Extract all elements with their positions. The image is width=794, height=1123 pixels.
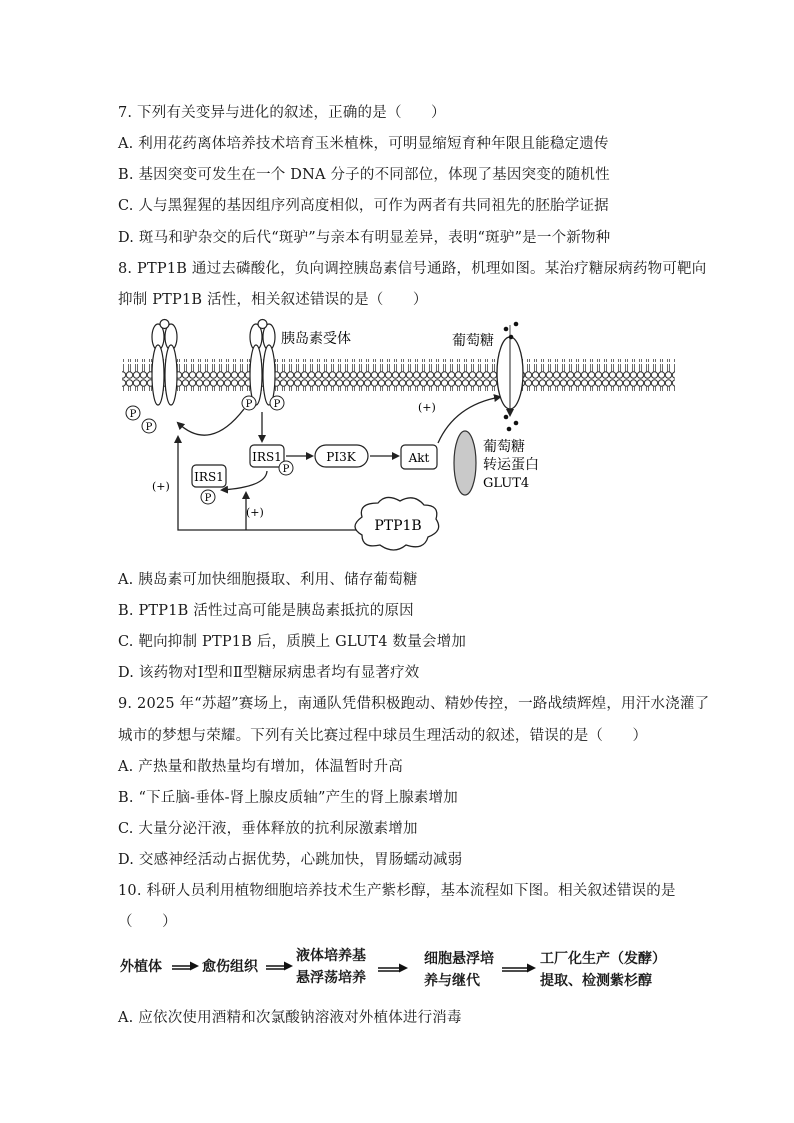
q10-option-a: A. 应依次使用酒精和次氯酸钠溶液对外植体进行消毒 [118, 1010, 462, 1026]
q10-stem-line1: 10. 科研人员利用植物细胞培养技术生产紫杉醇，基本流程如下图。相关叙述错误的是 [118, 883, 676, 899]
receptor-head-left [160, 320, 169, 329]
irs1-label: IRS1 [194, 470, 224, 484]
phosphate-label: P [129, 409, 137, 420]
transporter-label-line2: 转运蛋白 [483, 457, 539, 473]
q9-option-a: A. 产热量和散热量均有增加，体温暂时升高 [118, 759, 403, 775]
insulin-receptor-label: 胰岛素受体 [281, 331, 351, 347]
flow-step-production-line2: 提取、检测紫杉醇 [540, 973, 652, 989]
transporter-label-line3: GLUT4 [483, 476, 530, 491]
flow-arrows [0, 948, 794, 988]
phosphate-label: P [273, 399, 281, 410]
flow-step-suspension-line1: 液体培养基 [296, 948, 366, 964]
q9-option-c: C. 大量分泌汗液，垂体释放的抗利尿激素增加 [118, 821, 418, 837]
q9-option-d: D. 交感神经活动占据优势，心跳加快，胃肠蠕动减弱 [118, 852, 463, 868]
cell-membrane [122, 359, 675, 391]
q9-option-b: B. “下丘脑-垂体-肾上腺皮质轴”产生的肾上腺素增加 [118, 790, 458, 806]
irs1-label: IRS1 [252, 450, 282, 464]
q8-stem-line1: 8. PTP1B 通过去磷酸化，负向调控胰岛素信号通路，机理如图。某治疗糖尿病药物可靶向 [118, 261, 707, 277]
q8-option-c: C. 靶向抑制 PTP1B 后，质膜上 GLUT4 数量会增加 [118, 634, 467, 650]
phosphate-label: P [204, 493, 212, 504]
q9-stem-line1: 9. 2025 年“苏超”赛场上，南通队凭借积极跑动、精妙传控，一路战绩辉煌，用汗水浇灌了 [118, 696, 710, 712]
q8-option-a: A. 胰岛素可加快细胞摄取、利用、储存葡萄糖 [118, 572, 418, 588]
flow-step-subculture-line2: 养与继代 [424, 973, 480, 989]
q7-option-c: C. 人与黑猩猩的基因组序列高度相似，可作为两者有共同祖先的胚胎学证据 [118, 198, 609, 214]
pi3k-label: PI3K [326, 450, 356, 464]
flow-step-production-line1: 工厂化生产（发酵） [540, 951, 666, 967]
q7-option-b: B. 基因突变可发生在一个 DNA 分子的不同部位，体现了基因突变的随机性 [118, 167, 610, 183]
phosphate-groups [126, 396, 284, 433]
receptor-head-right [258, 320, 267, 329]
phosphate-label: P [282, 464, 290, 475]
q8-stem-line2: 抑制 PTP1B 活性，相关叙述错误的是（ ） [118, 292, 428, 308]
q7-option-a: A. 利用花药离体培养技术培育玉米植株，可明显缩短育种年限且能稳定遗传 [118, 136, 609, 152]
plus-label: (+) [246, 506, 264, 519]
q7-stem: 7. 下列有关变异与进化的叙述，正确的是（ ） [118, 105, 446, 121]
q9-stem-line2: 城市的梦想与荣耀。下列有关比赛过程中球员生理活动的叙述，错误的是（ ） [118, 728, 648, 744]
plus-label: (+) [418, 401, 436, 414]
flow-step-suspension-line2: 悬浮荡培养 [296, 970, 366, 986]
q8-option-b: B. PTP1B 活性过高可能是胰岛素抵抗的原因 [118, 603, 414, 619]
glut4-vesicle [454, 431, 476, 495]
phosphate-label: P [145, 422, 153, 433]
glucose-label: 葡萄糖 [452, 333, 494, 349]
q8-option-d: D. 该药物对Ⅰ型和Ⅱ型糖尿病患者均有显著疗效 [118, 665, 420, 681]
q10-stem-line2: （ ） [118, 914, 177, 930]
phosphorylation-curve [178, 409, 244, 435]
flow-step-explant: 外植体 [120, 959, 162, 975]
insulin-signaling-diagram [0, 315, 794, 575]
flow-step-subculture-line1: 细胞悬浮培 [424, 951, 494, 967]
irs1-dephosphorylation-arrow [222, 471, 267, 490]
plus-label: (+) [152, 480, 170, 493]
q7-option-d: D. 斑马和驴杂交的后代“斑驴”与亲本有明显差异，表明“斑驴”是一个新物种 [118, 230, 611, 246]
ptp1b-label: PTP1B [374, 518, 422, 534]
akt-label: Akt [408, 451, 430, 465]
flow-step-callus: 愈伤组织 [202, 959, 258, 975]
phosphate-label: P [245, 399, 253, 410]
transporter-label-line1: 葡萄糖 [483, 439, 525, 455]
